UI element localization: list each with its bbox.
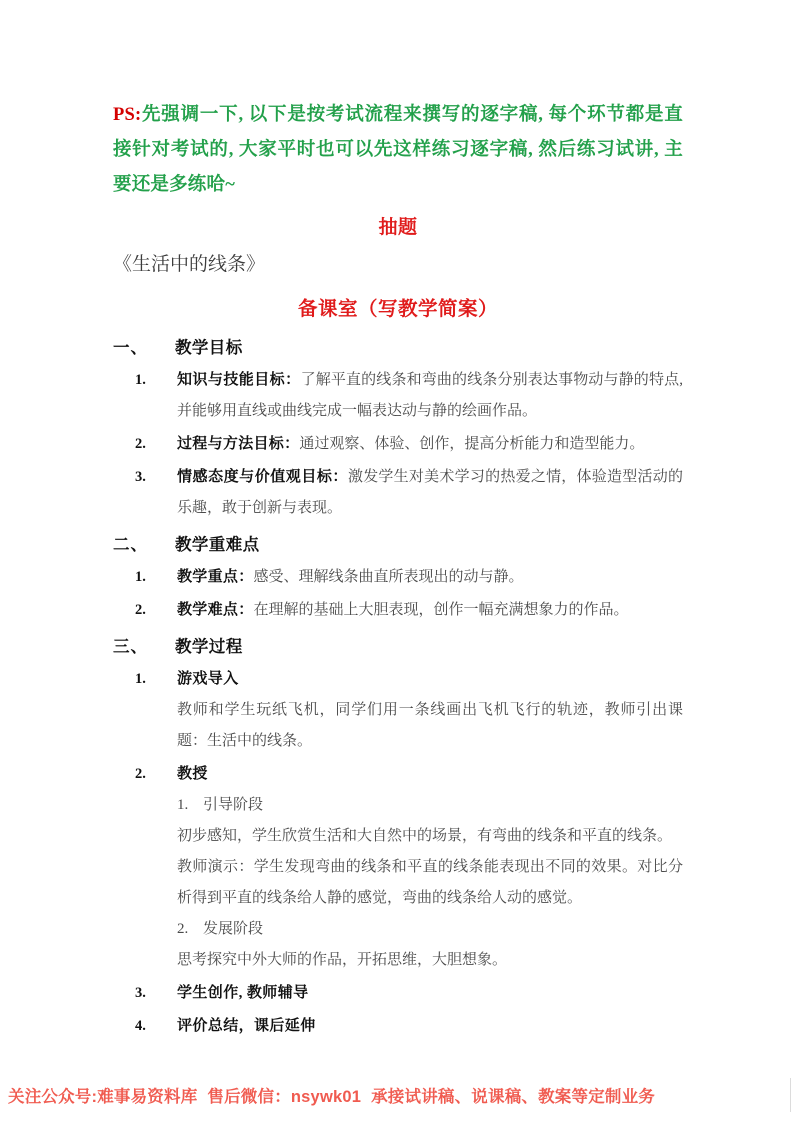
objective-item	[113, 462, 683, 524]
ps-label: PS:	[113, 105, 142, 125]
footer-part-wechat: 售后微信：nsywk01	[207, 1088, 362, 1106]
objective-item	[113, 429, 683, 460]
lesson-title: 《生活中的线条》	[113, 254, 266, 275]
item-number: 2.	[135, 766, 146, 782]
section-number: 一、	[113, 338, 148, 357]
section-heading-key-points	[113, 529, 683, 560]
item-text: 激发学生对美术学习的热爱之情，体验造型活动的乐趣，敢于创新与表现。	[177, 469, 683, 516]
sub-step-number: 2.	[177, 921, 189, 937]
item-text: 了解平直的线条和弯曲的线条分别表达事物动与静的特点, 并能够用直线或曲线完成一幅表达动与静的绘画作品。	[177, 372, 683, 419]
key-point-item	[113, 595, 683, 626]
item-text: 通过观察、体验、创作，提高分析能力和造型能力。	[299, 436, 645, 452]
process-step-heading	[113, 664, 683, 695]
section-number: 三、	[113, 637, 148, 656]
item-title: 游戏导入	[177, 671, 239, 687]
item-title: 学生创作, 教师辅导	[177, 985, 309, 1001]
section-number: 二、	[113, 535, 148, 554]
item-body	[177, 595, 683, 626]
section-heading-objectives	[113, 332, 683, 363]
item-label: 知识与技能目标：	[177, 372, 301, 388]
process-step-paragraph: 教师和学生玩纸飞机，同学们用一条线画出飞机飞行的轨迹，教师引出课题：生活中的线条。	[177, 702, 683, 749]
footer-divider	[790, 1078, 791, 1112]
item-body	[177, 562, 683, 593]
item-number: 1.	[135, 372, 146, 388]
sub-step-heading	[177, 914, 683, 945]
ps-note	[113, 98, 683, 203]
footer-part-services: 承接试讲稿、说课稿、教案等定制业务	[371, 1088, 656, 1106]
item-body	[177, 462, 683, 524]
item-text: 感受、理解线条曲直所表现出的动与静。	[253, 569, 524, 585]
section-heading-process	[113, 631, 683, 662]
heading-draw-topic: 抽题	[378, 217, 418, 238]
item-number: 2.	[135, 602, 146, 618]
process-step-heading	[113, 1011, 683, 1042]
item-number: 3.	[135, 985, 146, 1001]
section-title: 教学过程	[175, 637, 243, 656]
heading-prep-room: 备课室（写教学简案）	[297, 299, 498, 320]
process-step-heading	[113, 759, 683, 790]
key-point-item	[113, 562, 683, 593]
objective-item	[113, 365, 683, 427]
sub-step-paragraph: 思考探究中外大师的作品，开拓思维，大胆想象。	[177, 952, 508, 968]
item-label: 过程与方法目标：	[177, 436, 300, 452]
sub-step-paragraph: 教师演示：学生发现弯曲的线条和平直的线条能表现出不同的效果。对比分析得到平直的线条给人静的感觉，弯曲的线条给人动的感觉。	[177, 859, 683, 906]
item-title: 教授	[177, 766, 208, 782]
item-number: 2.	[135, 436, 146, 452]
item-number: 1.	[135, 671, 146, 687]
section-title: 教学重难点	[175, 535, 260, 554]
item-text: 在理解的基础上大胆表现，创作一幅充满想象力的作品。	[253, 602, 629, 618]
footer-text	[0, 1083, 655, 1107]
process-step-heading	[113, 978, 683, 1009]
sub-step-number: 1.	[177, 797, 189, 813]
item-number: 4.	[135, 1018, 146, 1034]
footer-banner	[0, 1078, 793, 1112]
footer-part-account: 关注公众号:难事易资料库	[8, 1088, 198, 1106]
item-title: 评价总结，课后延伸	[177, 1018, 316, 1034]
ps-note-text: 先强调一下, 以下是按考试流程来撰写的逐字稿, 每个环节都是直接针对考试的, 大家平时也可以先这样练习逐字稿, 然后练习试讲, 主要还是多练哈~	[113, 105, 683, 195]
sub-step-heading	[177, 790, 683, 821]
item-label: 教学重点：	[177, 569, 254, 585]
sub-step-title: 发展阶段	[203, 921, 264, 937]
document-body	[113, 98, 683, 1042]
section-title: 教学目标	[175, 338, 243, 357]
item-body	[177, 365, 683, 427]
item-number: 3.	[135, 469, 146, 485]
item-number: 1.	[135, 569, 146, 585]
sub-step-title: 引导阶段	[203, 797, 264, 813]
item-body	[177, 429, 683, 460]
item-label: 情感态度与价值观目标：	[177, 469, 348, 485]
sub-step-paragraph: 初步感知，学生欣赏生活和大自然中的场景，有弯曲的线条和平直的线条。	[177, 828, 673, 844]
item-label: 教学难点：	[177, 602, 254, 618]
